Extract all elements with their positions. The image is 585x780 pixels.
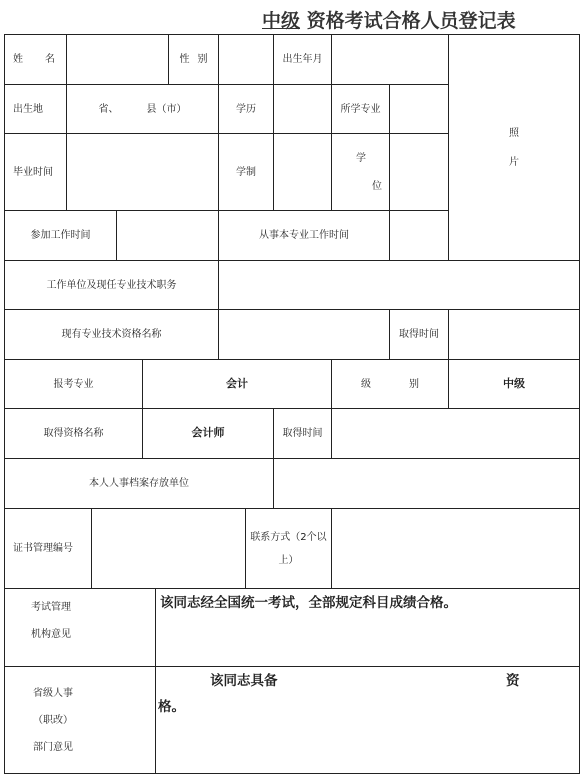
contact-field[interactable] (331, 508, 580, 588)
birthplace-field[interactable] (66, 84, 218, 133)
birth-date-label: 出生年月 (273, 34, 331, 84)
photo-label-2: 片 (509, 156, 519, 168)
prof-work-time-field[interactable] (389, 210, 448, 260)
cert-number-label: 证书管理编号 (4, 508, 91, 588)
workplace-title-label: 工作单位及现任专业技术职务 (4, 260, 218, 309)
contact-label: 联系方式（2个以 上） (245, 508, 331, 588)
obtained-qual-label: 取得资格名称 (4, 408, 142, 458)
gender-label: 性 别 (168, 34, 218, 84)
province-label: 省、 (98, 103, 119, 115)
degree-field[interactable] (389, 133, 448, 210)
exam-major-label: 报考专业 (4, 359, 142, 408)
obtain-time-label: 取得时间 (389, 309, 448, 359)
current-qual-field[interactable] (218, 309, 389, 359)
education-label: 学历 (218, 84, 273, 133)
education-field[interactable] (273, 84, 331, 133)
photo-box[interactable] (448, 34, 580, 260)
gender-field[interactable] (218, 34, 273, 84)
current-qual-label: 现有专业技术资格名称 (4, 309, 218, 359)
grad-time-label: 毕业时间 (4, 133, 66, 210)
name-field[interactable] (66, 34, 168, 84)
cert-number-field[interactable] (91, 508, 245, 588)
exam-org-label: 考试管理 机构意见 (4, 588, 155, 666)
exam-org-opinion: 该同志经全国统一考试，全部规定科目成绩合格。 (155, 588, 580, 666)
work-start-label: 参加工作时间 (4, 210, 116, 260)
title-level: 中级 (262, 10, 301, 32)
archive-unit-field[interactable] (273, 458, 580, 508)
photo-label-1: 照 (509, 127, 519, 139)
workplace-title-field[interactable] (218, 260, 580, 309)
title-main: 资格考试合格人员登记表 (306, 10, 516, 32)
obtain-time-field[interactable] (448, 309, 580, 359)
major-field[interactable] (389, 84, 448, 133)
obtained-qual-value: 会计师 (142, 408, 273, 458)
form-title (262, 6, 516, 33)
obtain-time-2-label: 取得时间 (273, 408, 331, 458)
archive-unit-label: 本人人事档案存放单位 (4, 458, 273, 508)
birthplace-label: 出生地 (4, 84, 66, 133)
level-value: 中级 (448, 359, 580, 408)
exam-major-value: 会计 (142, 359, 331, 408)
name-label: 姓 名 (4, 34, 66, 84)
schooling-field[interactable] (273, 133, 331, 210)
obtain-time-2-field[interactable] (331, 408, 580, 458)
level-label: 级 别 (331, 359, 448, 408)
prof-work-time-label: 从事本专业工作时间 (218, 210, 389, 260)
prov-dept-label: 省级人事 （职改） 部门意见 (4, 666, 155, 774)
prov-dept-opinion: 该同志具备 资 格。 (155, 666, 580, 774)
schooling-label: 学制 (218, 133, 273, 210)
grad-time-field[interactable] (66, 133, 218, 210)
birth-date-field[interactable] (331, 34, 448, 84)
degree-label: 学 位 (331, 133, 389, 210)
work-start-field[interactable] (116, 210, 218, 260)
major-label: 所学专业 (331, 84, 389, 133)
county-label: 县（市） (146, 103, 187, 115)
